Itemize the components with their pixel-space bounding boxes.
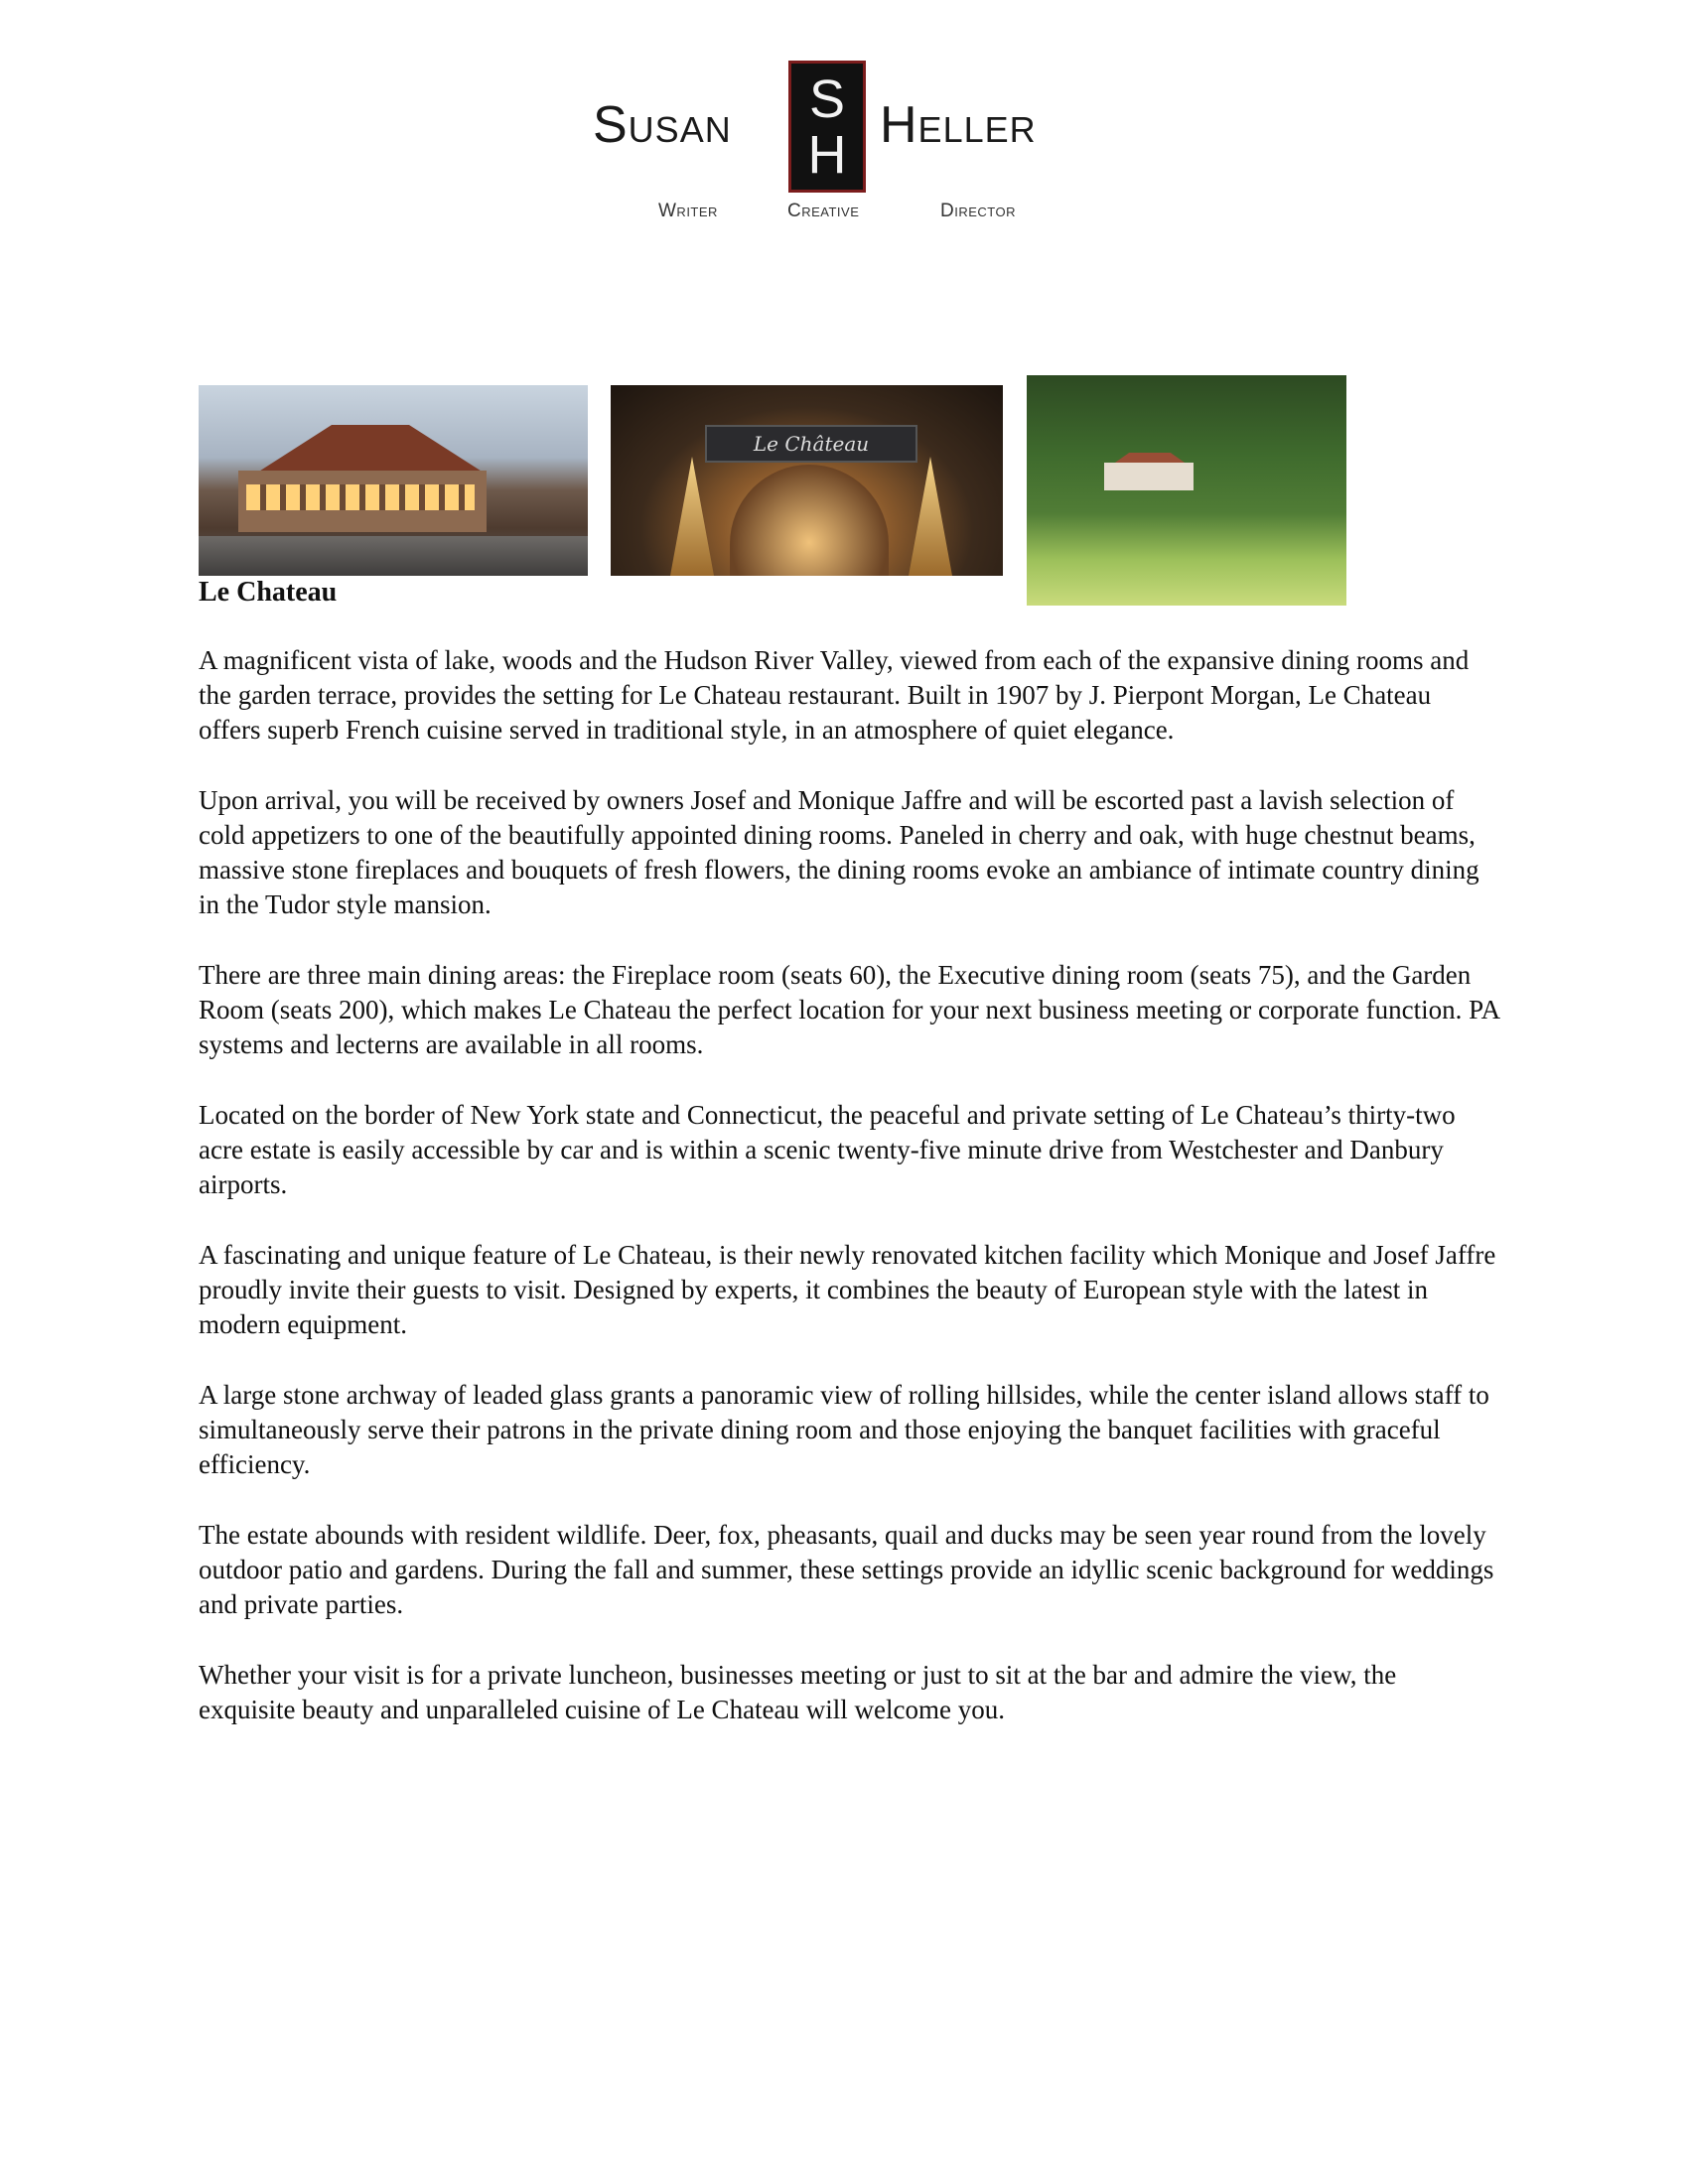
aerial-photo xyxy=(1027,375,1346,606)
photo-roof xyxy=(228,425,487,475)
monogram-letter-top: S xyxy=(808,68,846,129)
paragraph: Located on the border of New York state and Connecticut, the peaceful and private setting of Le Chateau’s thirty-two acre estate is easily accessible by car and is within a scenic twenty-five minute drive from Westchester and Danbury airports. xyxy=(199,1100,1456,1199)
paragraph: A large stone archway of leaded glass grants a panoramic view of rolling hillsides, while the center island allows staff to simultaneously serve their patrons in the private dining room and those enjoying the banquet facilities with graceful efficiency. xyxy=(199,1380,1489,1479)
tagline-director: Director xyxy=(940,201,1016,221)
tagline-writer: Writer xyxy=(658,201,718,221)
photo-archway xyxy=(730,465,889,576)
paragraph: The estate abounds with resident wildlife. Deer, fox, pheasants, quail and ducks may be seen year round from the lovely outdoor patio and gardens. During the fall and summer, these settings provide an idyllic scenic background for weddings and private parties. xyxy=(199,1520,1494,1619)
photo-entrance-sign xyxy=(705,425,917,463)
entrance-photo xyxy=(611,385,1003,576)
photo-christmas-tree xyxy=(909,457,952,576)
monogram-logo xyxy=(788,61,866,193)
article-body xyxy=(199,643,1499,1763)
paragraph: A magnificent vista of lake, woods and the Hudson River Valley, viewed from each of the expansive dining rooms and the garden terrace, provides the setting for Le Chateau restaurant. Built in 1907 by J. Pierpont Morgan, Le Chateau offers superb French cuisine served in traditional style, in an atmosphere of quiet elegance. xyxy=(199,645,1470,745)
letterhead xyxy=(0,58,1688,246)
paragraph: There are three main dining areas: the Fireplace room (seats 60), the Executive dining room (seats 75), and the Garden Room (seats 200), which makes Le Chateau the perfect location for your next business meeting or corporate function. PA systems and lecterns are available in all rooms. xyxy=(199,960,1499,1059)
brand-last-name: Heller xyxy=(880,96,1037,154)
brand-first-name: Susan xyxy=(593,96,732,154)
paragraph: Upon arrival, you will be received by owners Josef and Monique Jaffre and will be escorted past a lavish selection of cold appetizers to one of the beautifully appointed dining rooms. Paneled in cherry and oak, with huge chestnut beams, massive stone fireplaces and bouquets of fresh flowers, the dining rooms evoke an ambiance of intimate country dining in the Tudor style mansion. xyxy=(199,785,1479,919)
photo-christmas-tree xyxy=(670,457,714,576)
photo-house xyxy=(1104,463,1194,490)
entrance-sign-text: Le Château xyxy=(753,432,870,456)
section-title: Le Chateau xyxy=(199,577,338,608)
photo-driveway xyxy=(199,536,588,576)
paragraph: A fascinating and unique feature of Le Chateau, is their newly renovated kitchen facility which Monique and Josef Jaffre proudly invite their guests to visit. Designed by experts, it combines the beauty of European style with the latest in modern equipment. xyxy=(199,1240,1496,1339)
exterior-photo xyxy=(199,385,588,576)
monogram-letter-bottom: H xyxy=(807,124,847,185)
paragraph: Whether your visit is for a private luncheon, businesses meeting or just to sit at the bar and admire the view, the exquisite beauty and unparalleled cuisine of Le Chateau will welcome you. xyxy=(199,1660,1397,1724)
tagline-creative: Creative xyxy=(787,201,860,221)
photo-windows xyxy=(246,484,475,510)
